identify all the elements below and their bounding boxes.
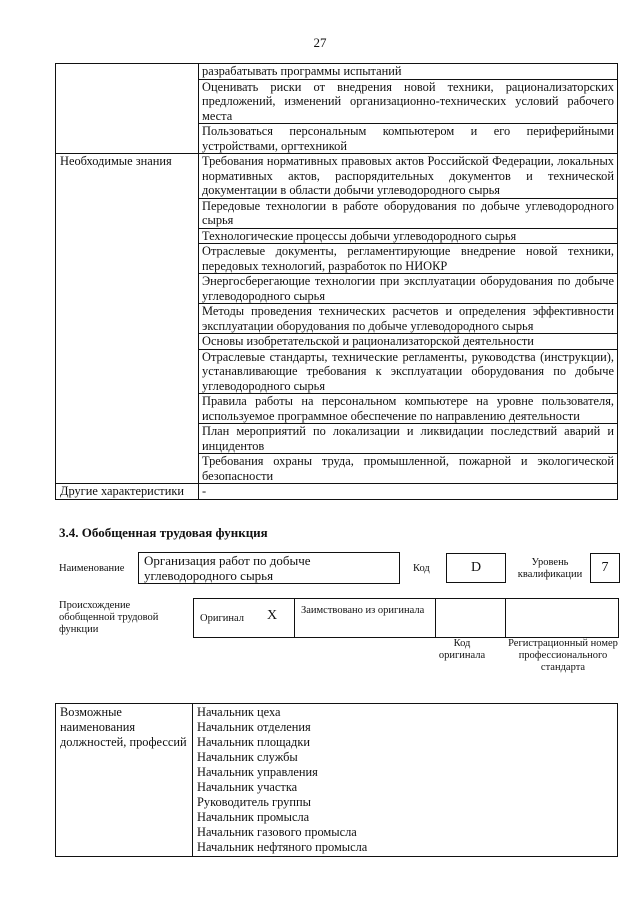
positions-table: [55, 703, 618, 857]
row-label: [56, 64, 199, 154]
skills-knowledge-table: [55, 63, 618, 500]
row-item: Методы проведения технических расчетов и определения эффективности эксплуатации оборудования по добыче углеводородного сырья: [199, 304, 618, 334]
position-item: Руководитель группы: [197, 795, 311, 809]
positions-list: [193, 704, 618, 857]
row-item: -: [199, 484, 618, 500]
table-row: [56, 64, 618, 80]
position-item: Начальник площадки: [197, 735, 311, 749]
reg-number-cell: [505, 598, 619, 638]
position-item: Начальник газового промысла: [197, 825, 357, 839]
row-label: Необходимые знания: [56, 154, 199, 484]
position-item: Начальник отделения: [197, 720, 311, 734]
row-item: Технологические процессы добычи углеводородного сырья: [199, 228, 618, 244]
row-item: Оценивать риски от внедрения новой техники, рационализаторских предложений, изменений организационно-технических условий рабочего места: [199, 79, 618, 124]
code-label: Код: [413, 563, 430, 574]
origin-label: Происхождение обобщенной трудовой функции: [59, 600, 159, 635]
row-label: Другие характеристики: [56, 484, 199, 500]
page-number: 27: [313, 35, 327, 50]
original-mark: X: [267, 608, 278, 623]
code-original-label: Код оригинала: [438, 638, 486, 661]
row-item: Правила работы на персональном компьютере на уровне пользователя, используемое программное обеспечение по направлению деятельности: [199, 394, 618, 424]
position-item: Начальник управления: [197, 765, 318, 779]
row-item: Отраслевые документы, регламентирующие внедрение новой техники, передовых технологий, разработок по НИОКР: [199, 244, 618, 274]
row-item: Энергосберегающие технологии при эксплуатации оборудования по добыче углеводородного сырья: [199, 274, 618, 304]
table-row: [56, 484, 618, 500]
position-item: Начальник нефтяного промысла: [197, 840, 368, 854]
reg-number-label: Регистрационный номер профессионального стандарта: [508, 638, 618, 673]
original-cell: [193, 598, 295, 638]
row-item: разрабатывать программы испытаний: [199, 64, 618, 80]
original-label: Оригинал: [200, 613, 244, 624]
positions-label: Возможные наименования должностей, профессий: [56, 704, 193, 857]
origin-row: [193, 598, 619, 638]
row-item: Отраслевые стандарты, технические регламенты, руководства (инструкции), устанавливающие требования к эксплуатации оборудования по добыче углеводородного сырья: [199, 349, 618, 394]
qualification-level-label: Уровень квалификации: [517, 557, 583, 580]
code-box: D: [446, 553, 506, 583]
row-item: План мероприятий по локализации и ликвидации последствий аварий и инцидентов: [199, 424, 618, 454]
name-label: Наименование: [59, 563, 125, 574]
row-item: Передовые технологии в работе оборудования по добыче углеводородного сырья: [199, 198, 618, 228]
position-item: Начальник участка: [197, 780, 298, 794]
function-name-box: Организация работ по добыче углеводородного сырья: [138, 552, 400, 584]
code-original-cell: [435, 598, 506, 638]
borrowed-cell: Заимствовано из оригинала: [294, 598, 436, 638]
row-item: Пользоваться персональным компьютером и его периферийными устройствами, оргтехникой: [199, 124, 618, 154]
row-item: Основы изобретательской и рационализаторской деятельности: [199, 334, 618, 350]
position-item: Начальник цеха: [197, 705, 281, 719]
qualification-level-box: 7: [590, 553, 620, 583]
row-item: Требования охраны труда, промышленной, пожарной и экологической безопасности: [199, 454, 618, 484]
row-item: Требования нормативных правовых актов Российской Федерации, локальных нормативных актов, распорядительных документов и технической документации в области добычи углеводородного сырья: [199, 154, 618, 199]
position-item: Начальник службы: [197, 750, 298, 764]
position-item: Начальник промысла: [197, 810, 310, 824]
table-row: [56, 154, 618, 199]
section-title: 3.4. Обобщенная трудовая функция: [59, 525, 268, 540]
